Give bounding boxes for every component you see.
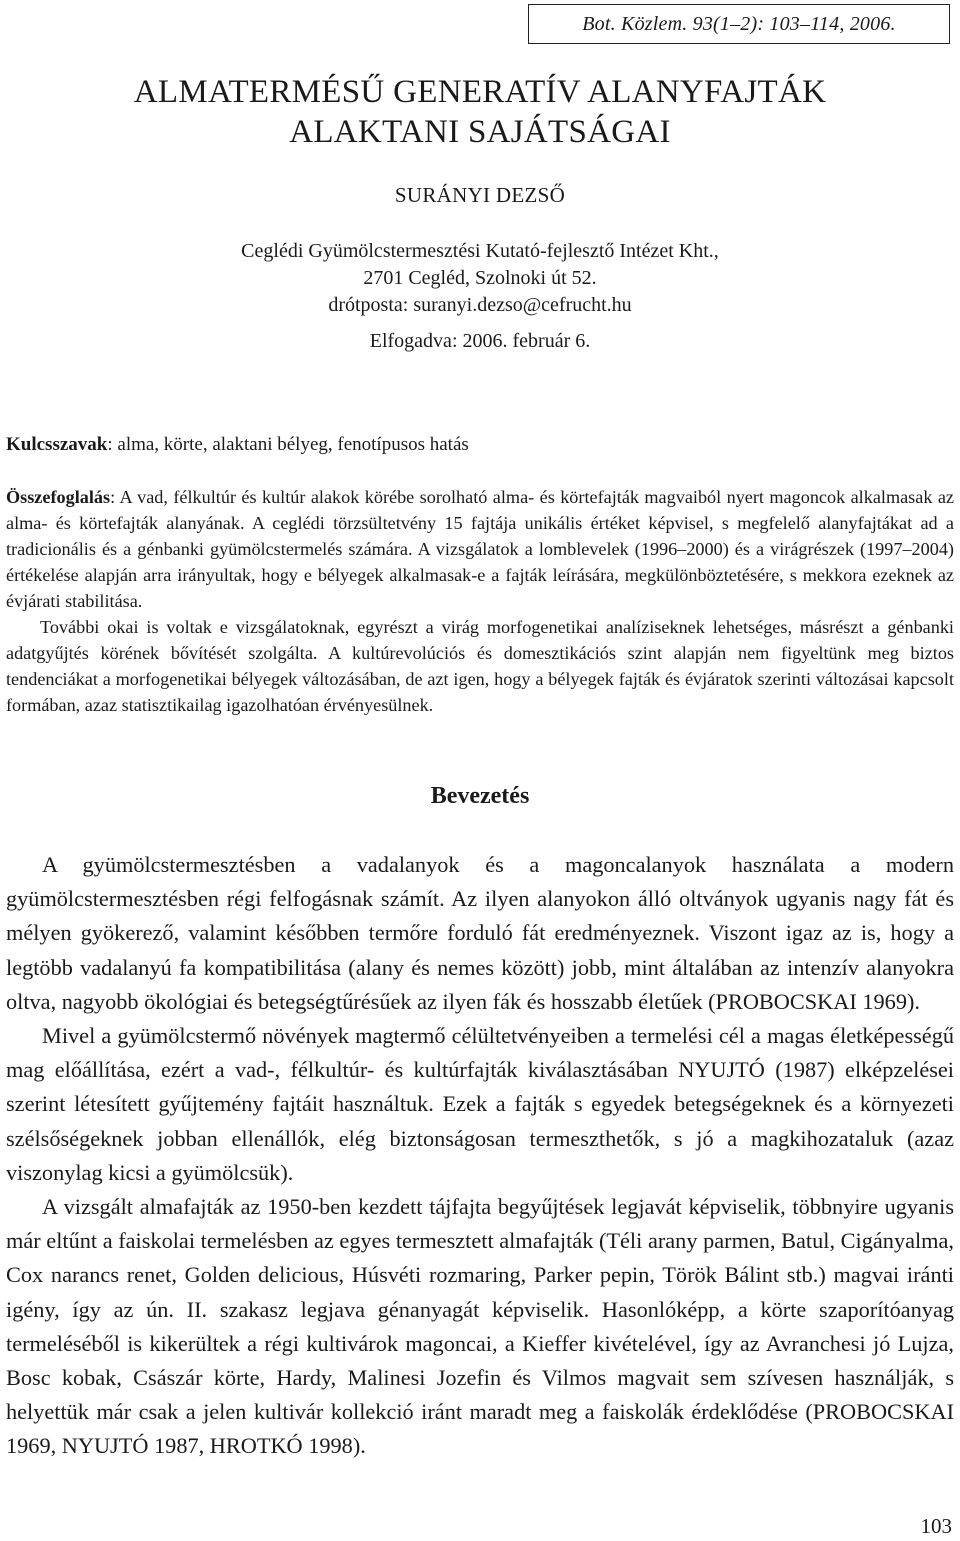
body-paragraph-3: A vizsgált almafajták az 1950-ben kezdett tájfajta begyűjtések legjavát képviselik, többnyire ugyanis már eltűnt a faiskolai termelésben az egyes termesztett almafajták (Téli arany parmen, Batul, Cigányalma, Cox narancs renet, Golden delicious, Húsvéti rozmaring, Parker pepin, Török Bálint stb.) magvai iránti igény, így az ún. II. szakasz legjava génanyagát képviselik. Hasonlóképp, a körte szaporítóanyag termeléséből is kikerültek a régi kultivárok magoncai, a Kieffer kivételével, így az Avranchesi jó Lujza, Bosc kobak, Császár körte, Hardy, Malinesi Jozefin és Vilmos magvait sem szívesen használják, s helyettük már csak a jelen kultivár kollekció iránt maradt meg a faiskolák érdeklődése (PROBOCSKAI 1969, NYUJTÓ 1987, HROTKÓ 1998).: [6, 1194, 954, 1459]
affiliation-institute: Ceglédi Gyümölcstermesztési Kutató-fejlesztő Intézet Kht.,: [241, 240, 719, 262]
section-heading-introduction: Bevezetés: [430, 783, 530, 809]
keywords-label: Kulcsszavak: [6, 434, 108, 455]
affiliation-email: drótposta: suranyi.dezso@cefrucht.hu: [328, 294, 632, 316]
article-title: [0, 72, 960, 152]
abstract-paragraph-2: További okai is voltak e vizsgálatoknak, egyrészt a virág morfogenetikai analíziseknek lehetséges, másrészt a génbanki adatgyűjtés körének bővítését szolgálta. A kultúrevolúciós és domesztikációs szint alapján nem figyeltünk meg biztos tendenciákat a morfogenetikai bélyegek változásában, de azt igen, hogy a bélyegek fajták és évjáratok szerinti változásai kapcsolt formában, azaz statisztikailag igazolhatóan érvényesülnek.: [6, 617, 954, 715]
accepted-date: Elfogadva: 2006. február 6.: [369, 330, 591, 352]
page-number: 103: [920, 1514, 952, 1538]
body-paragraph-1: A gyümölcstermesztésben a vadalanyok és a magoncalanyok használata a modern gyümölcstermesztésben régi felfogásnak számít. Az ilyen alanyokon álló oltványok ugyanis nagy fát és mélyen gyökerező, valamint későbben termőre forduló fát eredményeznek. Viszont igaz az is, hogy a legtöbb vadalanyú fa kompatibilitása (alany és nemes között) jobb, mint általában az intenzív alanyokra oltva, nagyobb ökológiai és betegségtűrésűek az ilyen fák és hosszabb életűek (PROBOCSKAI 1969).: [6, 852, 954, 1014]
affiliation-address: 2701 Cegléd, Szolnoki út 52.: [363, 267, 597, 289]
abstract: [6, 484, 954, 718]
journal-reference: Bot. Közlem. 93(1–2): 103–114, 2006.: [528, 4, 950, 44]
body-paragraph-2: Mivel a gyümölcstermő növények magtermő célültetvényeiben a termelési cél a magas életképességű mag előállítása, ezért a vad-, félkultúr- és kultúrfajták kiválasztásában NYUJTÓ (1987) elképzelései szerint létesített gyűjtemény fajtáit használtuk. Ezek a fajták s egyedek betegségeknek és a környezeti szélsőségeknek jobban ellenállók, elég biztonságosan termeszthetők, s jó a magkihozataluk (azaz viszonylag kicsi a gyümölcsük).: [6, 1023, 954, 1185]
affiliation: [0, 238, 960, 319]
title-line-1: ALMATERMÉSŰ GENERATÍV ALANYFAJTÁK: [133, 74, 827, 110]
title-line-2: ALAKTANI SAJÁTSÁGAI: [289, 114, 671, 150]
abstract-paragraph-1: [6, 484, 954, 614]
abstract-label: Összefoglalás: [6, 487, 111, 507]
introduction-body: [6, 848, 954, 1464]
abstract-text-1: : A vad, félkultúr és kultúr alakok körébe sorolható alma- és körtefajták magvaiból nyert magoncok alkalmasak az alma- és körtefajták alanyának. A ceglédi törzsültetvény 15 fajtája unikális értéket képvisel, s megfelelő alanyfajtákat ad a tradicionális és a génbanki gyümölcstermelés számára. A vizsgálatok a lomblevelek (1996–2000) és a virágrészek (1997–2004) értékelése alapján arra irányultak, hogy e bélyegek alkalmasak-e a fajták leírására, megkülönböztetésére, s mekkora ezeknek az évjárati stabilitása.: [6, 487, 954, 611]
keywords-text: : alma, körte, alaktani bélyeg, fenotípusos hatás: [107, 434, 469, 455]
author-name: SURÁNYI DEZSŐ: [394, 183, 566, 207]
keywords: [6, 432, 954, 458]
